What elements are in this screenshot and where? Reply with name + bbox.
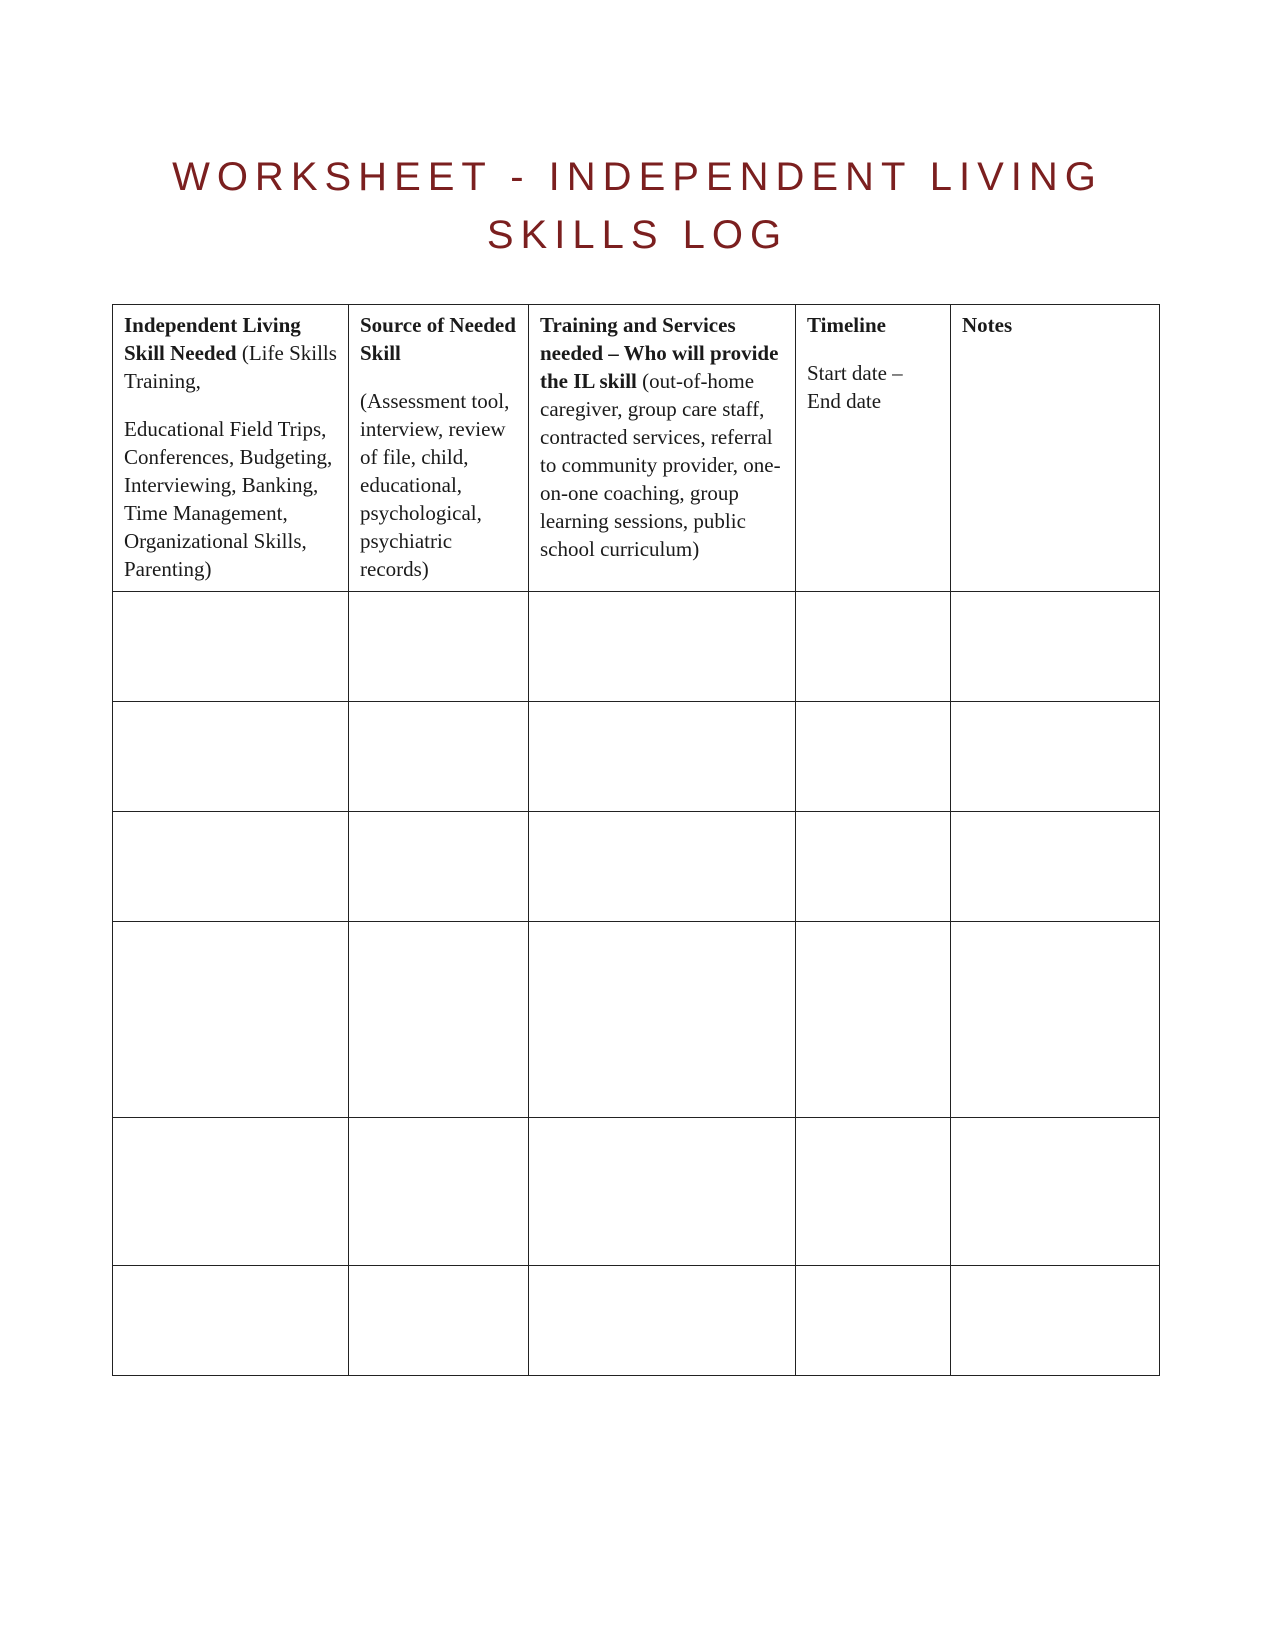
table-cell[interactable] [113, 1266, 349, 1376]
column-header-training-services-note: (out-of-home caregiver, group care staff, contracted services, referral to community provider, one-on-one coaching, group learning sessions, public school curriculum) [540, 369, 781, 561]
table-cell[interactable] [951, 922, 1160, 1118]
column-header-notes [951, 305, 1160, 592]
table-cell[interactable] [796, 1266, 951, 1376]
table-cell[interactable] [796, 922, 951, 1118]
skills-log-table [112, 304, 1160, 1376]
column-header-source-title: Source of Needed Skill [360, 313, 516, 365]
column-header-skill-needed-examples: Educational Field Trips, Conferences, Budgeting, Interviewing, Banking, Time Management, Organizational Skills, Parenting) [124, 417, 333, 581]
table-cell[interactable] [796, 812, 951, 922]
table-row [113, 922, 1160, 1118]
page-title [0, 148, 1275, 264]
table-cell[interactable] [951, 1266, 1160, 1376]
table-cell[interactable] [113, 922, 349, 1118]
page-title-line-1: WORKSHEET - INDEPENDENT LIVING [172, 155, 1103, 199]
column-header-timeline [796, 305, 951, 592]
table-cell[interactable] [529, 1118, 796, 1266]
table-cell[interactable] [349, 1118, 529, 1266]
column-header-skill-needed-title: Independent Living Skill Needed [124, 313, 301, 365]
table-cell[interactable] [529, 812, 796, 922]
column-header-skill-needed [113, 305, 349, 592]
table-cell[interactable] [113, 812, 349, 922]
column-header-source-note: (Assessment tool, interview, review of file, child, educational, psychological, psychiatric records) [360, 389, 510, 581]
table-cell[interactable] [529, 922, 796, 1118]
table-row [113, 592, 1160, 702]
column-header-timeline-note: Start date – End date [807, 361, 903, 413]
table-cell[interactable] [796, 592, 951, 702]
column-header-training-services-title: Training and Services needed – Who will provide the IL skill [540, 313, 779, 393]
table-cell[interactable] [349, 702, 529, 812]
table-cell[interactable] [951, 812, 1160, 922]
table-cell[interactable] [796, 1118, 951, 1266]
table-cell[interactable] [113, 702, 349, 812]
table-cell[interactable] [951, 702, 1160, 812]
column-header-timeline-title: Timeline [807, 313, 886, 337]
column-header-training-services [529, 305, 796, 592]
table-row [113, 702, 1160, 812]
table-row [113, 1118, 1160, 1266]
table-row [113, 812, 1160, 922]
table-header-row [113, 305, 1160, 592]
column-header-skill-needed-note: (Life Skills Training, [124, 341, 337, 393]
table-cell[interactable] [529, 592, 796, 702]
table-cell[interactable] [349, 812, 529, 922]
table-cell[interactable] [349, 922, 529, 1118]
page-title-line-2: SKILLS LOG [486, 213, 789, 257]
table-row [113, 1266, 1160, 1376]
column-header-notes-title: Notes [962, 313, 1013, 337]
table-cell[interactable] [113, 592, 349, 702]
table-cell[interactable] [113, 1118, 349, 1266]
table-cell[interactable] [529, 1266, 796, 1376]
table-cell[interactable] [529, 702, 796, 812]
table-cell[interactable] [796, 702, 951, 812]
table-cell[interactable] [349, 592, 529, 702]
table-cell[interactable] [951, 592, 1160, 702]
table-cell[interactable] [951, 1118, 1160, 1266]
table-cell[interactable] [349, 1266, 529, 1376]
column-header-source [349, 305, 529, 592]
